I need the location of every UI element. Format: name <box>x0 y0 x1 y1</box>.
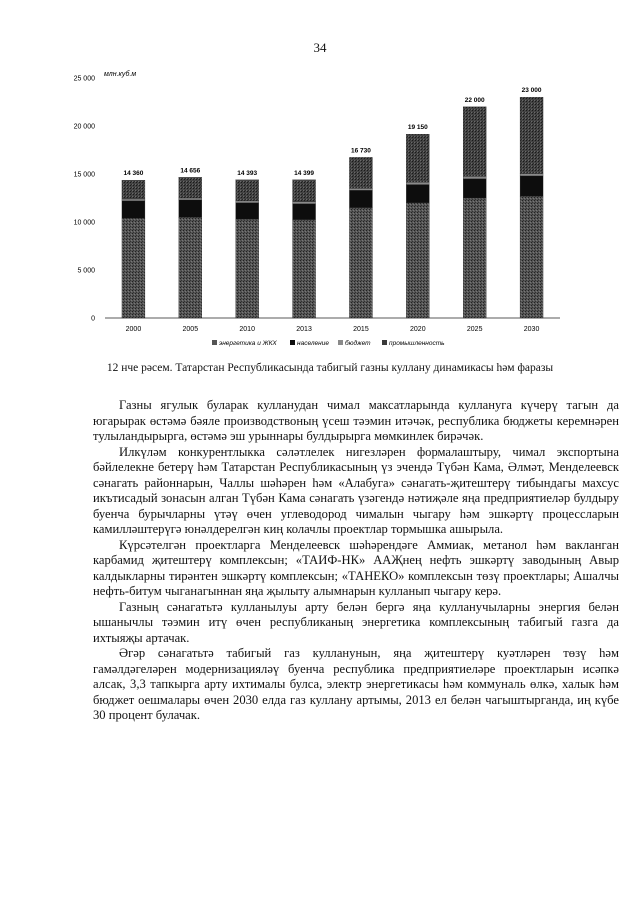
bar-segment-3 <box>520 174 543 176</box>
chart-legend <box>212 339 445 347</box>
bar-segment-1 <box>463 198 486 318</box>
bar-segment-2 <box>122 201 145 218</box>
bar-segment-3 <box>179 198 202 200</box>
bar-segment-1 <box>349 208 372 318</box>
bar-segment-2 <box>236 203 259 219</box>
total-label: 14 656 <box>180 167 201 175</box>
bar-segment-4 <box>349 157 372 188</box>
bar-segment-4 <box>179 177 202 198</box>
bar-segment-2 <box>293 204 316 220</box>
paragraph: Әгәр сәнагатьтә табигый газ кулланунын, яңа җитештерү куәтләрен төзү һәм гамәлдәгеләрен модернизацияләү буенча республика предприятиеләре проектларын исәпкә алсак, 3,3 тапкырга арту ихтималы булса, электр энергетикасы һәм коммуналь өлкә, халык һәм бюджет оешмалары өчен 2030 елда газ куллану артымы, 2013 ел белән чагыштырганда, иң күбе 30 процент булачак. <box>93 646 619 722</box>
bar-segment-2 <box>520 176 543 196</box>
total-label: 14 360 <box>123 170 144 178</box>
total-label: 23 000 <box>521 87 542 95</box>
bar-segment-2 <box>406 185 429 203</box>
bar-segment-4 <box>236 180 259 201</box>
y-tick-label: 10 000 <box>73 219 95 227</box>
total-label: 16 730 <box>350 147 371 155</box>
body-text <box>93 398 619 724</box>
x-tick-label: 2015 <box>353 326 369 333</box>
legend-label: промышленность <box>389 340 445 347</box>
legend-swatch <box>212 340 217 345</box>
x-tick-label: 2000 <box>125 326 142 333</box>
x-tick-label: 2010 <box>239 326 255 333</box>
paragraph: Газны ягулык буларак кулланудан чимал максатларында куллануга күчерү тагын да югарырак өстәмә бәяле производствоның үсеш тәэмин итәчәк, республика бюджеты керемнәрен тулыландырырга, өстәмә эш урыннары булдырырга мөмкинлек бирәчәк. <box>93 398 619 443</box>
bar-segment-2 <box>349 190 372 207</box>
page-number: 34 <box>313 40 327 55</box>
bar-segment-1 <box>520 196 543 318</box>
bar-segment-4 <box>463 107 486 177</box>
gas-consumption-chart <box>60 68 590 358</box>
legend-swatch <box>338 340 343 345</box>
total-label: 14 393 <box>237 169 258 177</box>
x-tick-label: 2025 <box>466 326 483 333</box>
bar-segment-3 <box>349 188 372 190</box>
legend-label: население <box>297 340 329 347</box>
chart-axes <box>74 76 560 334</box>
bar-segment-1 <box>122 218 145 318</box>
bar-segment-1 <box>293 220 316 318</box>
y-tick-label: 0 <box>91 315 95 323</box>
y-tick-label: 25 000 <box>73 75 95 83</box>
x-tick-label: 2005 <box>182 326 199 333</box>
bar-segment-3 <box>293 202 316 204</box>
legend-label: бюджет <box>345 340 371 347</box>
total-label: 22 000 <box>464 96 485 104</box>
y-tick-label: 15 000 <box>73 171 95 179</box>
x-tick-label: 2030 <box>523 326 540 333</box>
legend-label: энергетика и ЖКХ <box>219 340 277 347</box>
legend-swatch <box>290 340 295 345</box>
total-label: 14 399 <box>294 169 315 177</box>
bar-segment-4 <box>406 134 429 182</box>
bar-segment-4 <box>293 180 316 202</box>
bar-segment-1 <box>179 217 202 318</box>
bar-segment-1 <box>406 203 429 318</box>
bar-segment-2 <box>463 179 486 198</box>
paragraph: Газның сәнагатьтә кулланылуы арту белән бергә яңа кулланучыларны энергия белән ышанычлы тәэмин итү өчен республиканың энергетика комплексының табигый газга да ихтыяҗы артачак. <box>93 599 619 645</box>
legend-swatch <box>382 340 387 345</box>
chart-unit-label: млн.куб.м <box>104 71 137 78</box>
paragraph: Күрсәтелгән проектларга Менделеевск шәһәрендәге Аммиак, метанол һәм вакланган карбамид җитештерү комплексын; «ТАИФ-НК» ААҖнең нефть эшкәртү заводының Авыр калдыкларны тирәнтен эшкәртү комплексын; «ТАНЕКО» комплексын төзү проектлары; Ашалчы нефть-битум чыганагыннан яңа җылыту алымнарын кулланып чыгару керә. <box>93 537 619 598</box>
paragraph: Илкүләм конкурентлыкка сәләтлелек нигезләрен формалаштыру, чимал экспортына бәйлелекне бетерү һәм Татарстан Республикасының үз эчендә Түбән Кама, Әлмәт, Менделеевск сәнагать районнарын, Чаллы шәһәрен һәм «Алабуга» сәнагать-җитештерү тибындагы махсус икътисадый зонасын алган Түбән Кама сәнагать үзәгендә нәтиҗәле яңа предприятиеләр булдыру буенча бурычларны үтәү өчен углеводород чималын чыгару һәм эшкәртү процессларын камилләштерүгә юнәлдерелгән киң колачлы проектлар тормышка ашырыла. <box>93 444 619 536</box>
x-tick-label: 2013 <box>296 326 312 333</box>
bar-segment-3 <box>122 199 145 201</box>
y-tick-label: 20 000 <box>73 123 95 131</box>
total-label: 19 150 <box>407 124 428 132</box>
bar-segment-2 <box>179 200 202 217</box>
bar-segment-3 <box>463 176 486 178</box>
y-tick-label: 5 000 <box>77 267 95 275</box>
figure-caption: 12 нче рәсем. Татарстан Республикасында табигый газны куллану динамикасы һәм фаразы <box>106 362 554 374</box>
bar-segment-4 <box>520 97 543 173</box>
bar-segment-4 <box>122 180 145 199</box>
bar-segment-3 <box>236 201 259 203</box>
chart-bars <box>122 87 543 318</box>
bar-segment-1 <box>236 219 259 318</box>
bar-segment-3 <box>406 182 429 184</box>
x-tick-label: 2020 <box>410 326 426 333</box>
